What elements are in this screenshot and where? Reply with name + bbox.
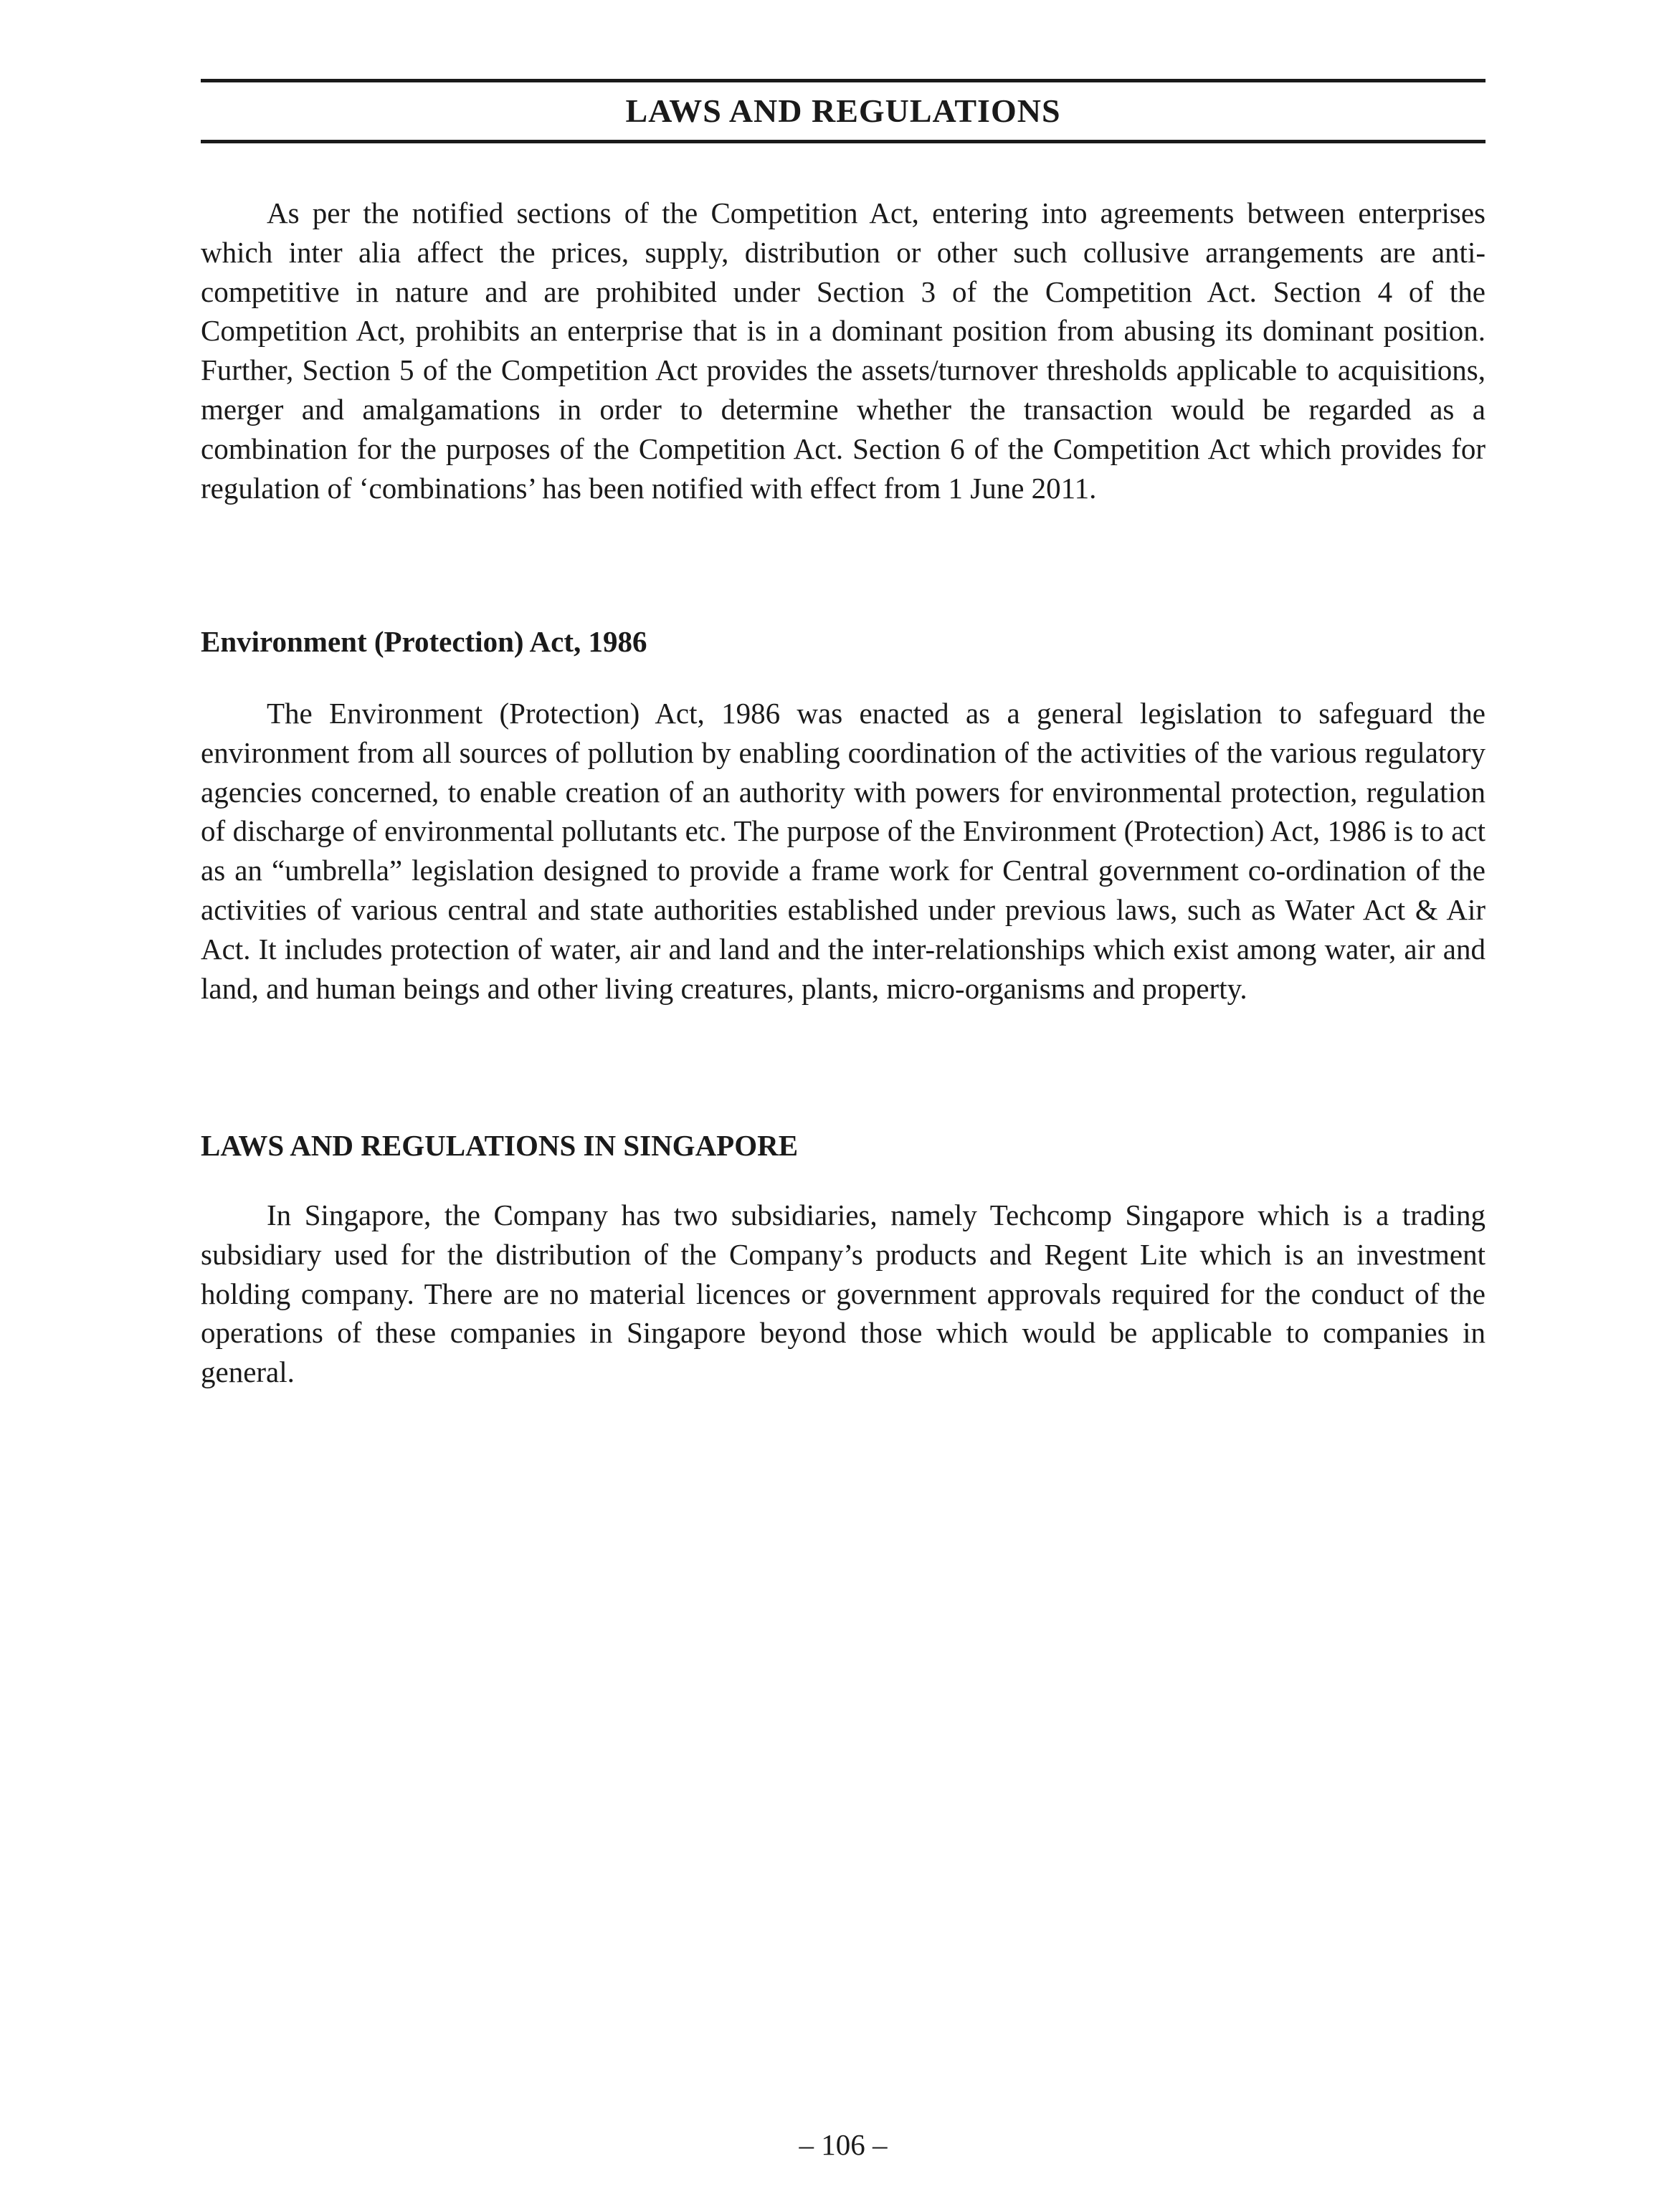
header-top-rule bbox=[201, 79, 1486, 82]
singapore-laws-heading: LAWS AND REGULATIONS IN SINGAPORE bbox=[201, 1129, 799, 1162]
singapore-laws-paragraph: In Singapore, the Company has two subsidiaries, namely Techcomp Singapore which is a trading subsidiary used for the distribution of the Company’s products and Regent Lite which is an investment holding company. There are no material licences or government approvals required for the conduct of the operations of these companies in Singapore beyond those which would be applicable to companies in general. bbox=[201, 1198, 1486, 1389]
environment-act-paragraph: The Environment (Protection) Act, 1986 was enacted as a general legislation to safeguard the environment from all sources of pollution by enabling coordination of the activities of the various regulatory agencies concerned, to enable creation of an authority with powers for environmental protection, regulation of discharge of environmental pollutants etc. The purpose of the Environment (Protection) Act, 1986 is to act as an “umbrella” legislation designed to provide a frame work for Central government co-ordination of the activities of various central and state authorities established under previous laws, such as Water Act & Air Act. It includes protection of water, air and land and the inter-relationships which exist among water, air and land, and human beings and other living creatures, plants, micro-organisms and property. bbox=[201, 697, 1486, 1005]
page-number: – 106 – bbox=[799, 2128, 888, 2161]
header-bottom-rule bbox=[201, 140, 1486, 143]
document-page bbox=[201, 0, 1486, 2212]
page-header-title: LAWS AND REGULATIONS bbox=[625, 92, 1061, 129]
environment-act-heading: Environment (Protection) Act, 1986 bbox=[201, 625, 647, 658]
competition-act-paragraph: As per the notified sections of the Competition Act, entering into agreements between enterprises which inter alia affect the prices, supply, distribution or other such collusive arrangements are anti-competitive in nature and are prohibited under Section 3 of the Competition Act. Section 4 of the Competition Act, prohibits an enterprise that is in a dominant position from abusing its dominant position. Further, Section 5 of the Competition Act provides the assets/turnover thresholds applicable to acquisitions, merger and amalgamations in order to determine whether the transaction would be regarded as a combination for the purposes of the Competition Act. Section 6 of the Competition Act which provides for regulation of ‘combinations’ has been notified with effect from 1 June 2011. bbox=[201, 196, 1486, 505]
